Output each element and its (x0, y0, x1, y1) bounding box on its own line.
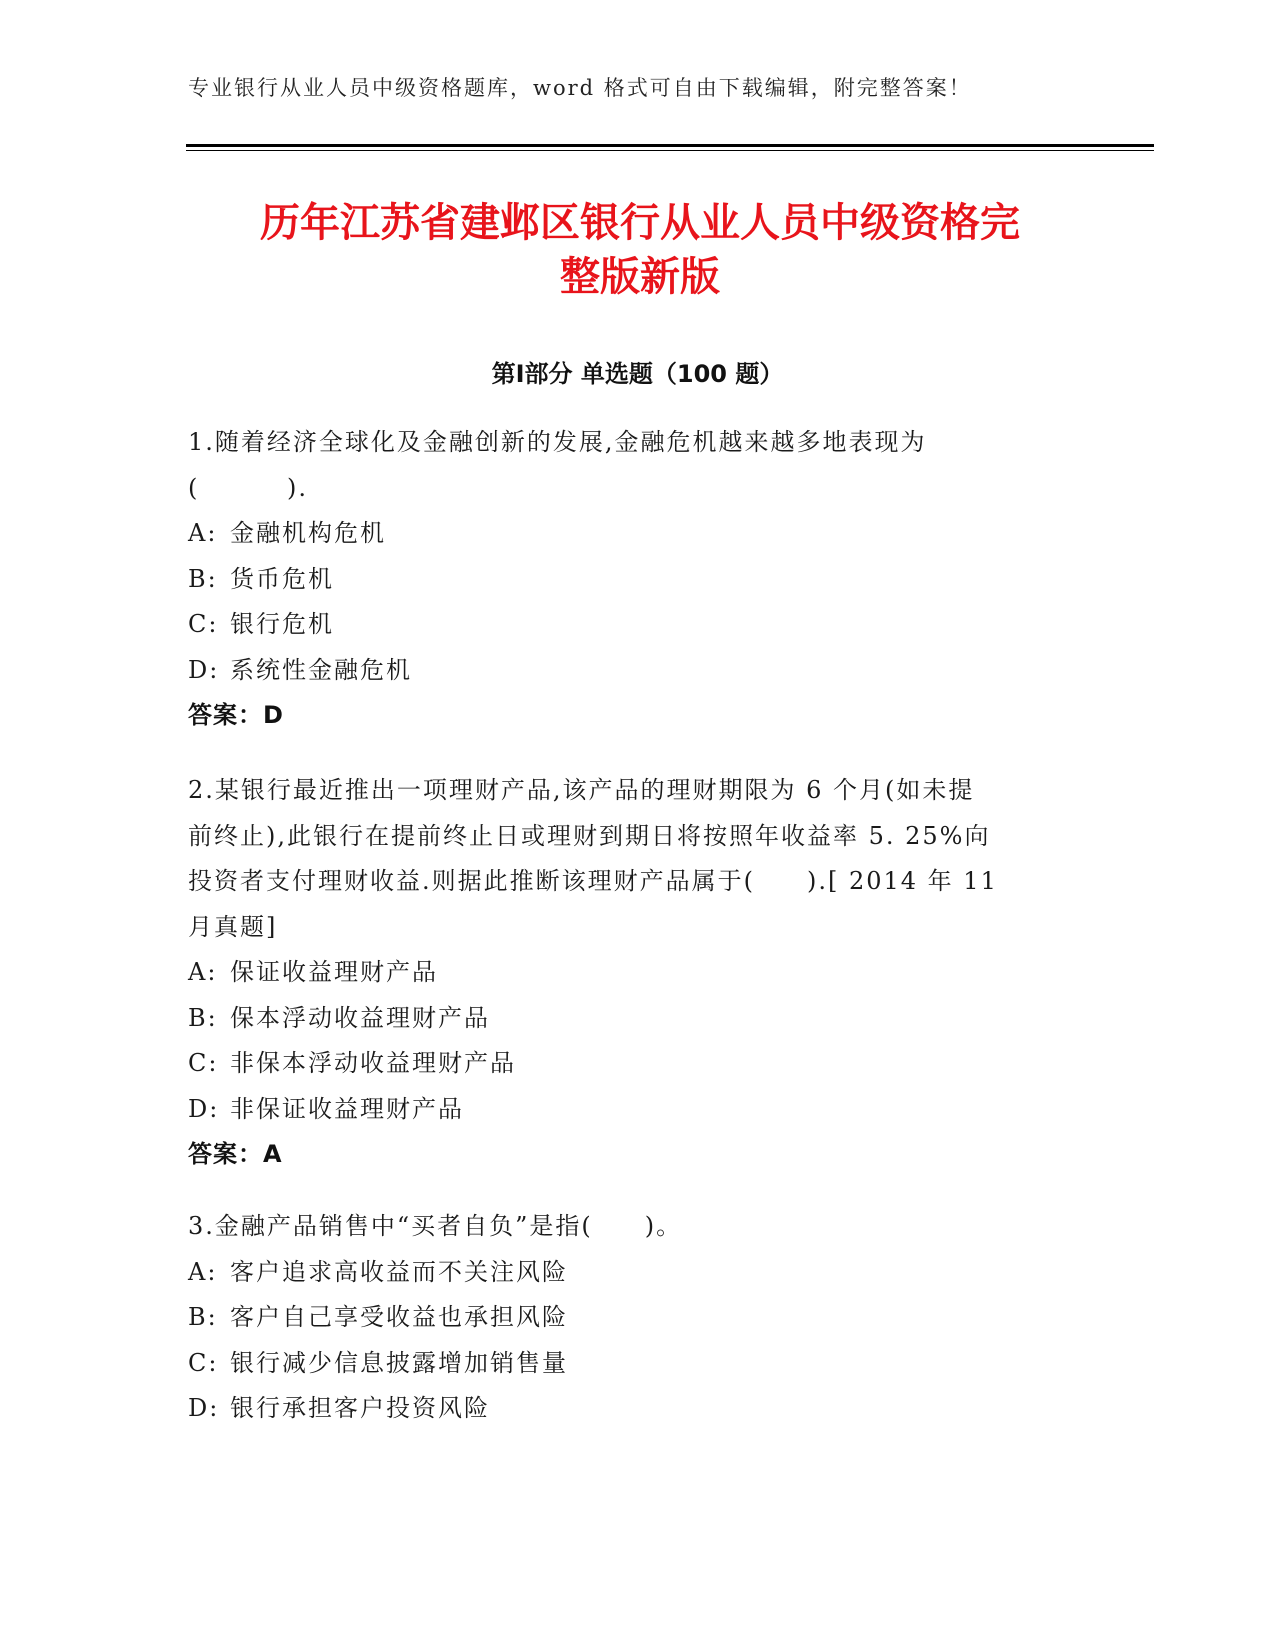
question-2 (188, 768, 1068, 1178)
option-c (188, 1041, 1068, 1087)
option-letter: A: (188, 1257, 218, 1286)
option-text: 保证收益理财产品 (230, 958, 438, 986)
document-title-line-1: 历年江苏省建邺区银行从业人员中级资格完 (260, 200, 1020, 246)
option-letter: B: (188, 564, 218, 593)
option-text: 系统性金融危机 (230, 655, 412, 684)
option-letter: D: (188, 1094, 220, 1123)
page-header-note: 专业银行从业人员中级资格题库，word 格式可自由下载编辑，附完整答案！ (188, 76, 972, 100)
option-c (188, 1341, 1068, 1387)
question-stem (188, 768, 1068, 950)
question-stem (188, 420, 1068, 511)
option-a (188, 511, 1068, 557)
option-text: 银行减少信息披露增加销售量 (230, 1348, 568, 1377)
answer-label: 答案：D (188, 701, 284, 729)
option-b (188, 1295, 1068, 1341)
option-text: 非保本浮动收益理财产品 (230, 1049, 516, 1077)
question-stem-line: 3.金融产品销售中“买者自负”是指( )。 (188, 1212, 683, 1240)
option-text: 货币危机 (230, 564, 334, 593)
section-heading: 第Ⅰ部分 单选题（100 题） (491, 360, 784, 388)
option-letter: D: (188, 655, 220, 684)
document-title (140, 196, 1140, 304)
option-text: 非保证收益理财产品 (230, 1094, 464, 1123)
option-text: 金融机构危机 (230, 519, 386, 547)
option-letter: C: (188, 1348, 219, 1377)
option-d (188, 648, 1068, 694)
question-stem (188, 1204, 1068, 1250)
option-letter: C: (188, 1049, 219, 1077)
option-a (188, 1250, 1068, 1296)
option-a (188, 950, 1068, 996)
option-letter: D: (188, 1394, 220, 1422)
option-letter: A: (188, 519, 218, 547)
option-c (188, 602, 1068, 648)
header-divider-thin (186, 150, 1154, 151)
option-text: 银行危机 (230, 610, 334, 638)
question-stem-line: 前终止),此银行在提前终止日或理财到期日将按照年收益率 5. 25%向 (188, 821, 991, 850)
option-text: 保本浮动收益理财产品 (230, 1003, 490, 1032)
question-stem-line: ( ). (188, 473, 308, 502)
option-b (188, 996, 1068, 1042)
option-letter: A: (188, 958, 218, 986)
question-stem-line: 1.随着经济全球化及金融创新的发展,金融危机越来越多地表现为 (188, 428, 927, 456)
header-divider-thick (186, 144, 1154, 147)
option-letter: B: (188, 1303, 218, 1331)
question-stem-line: 2.某银行最近推出一项理财产品,该产品的理财期限为 6 个月(如未提 (188, 776, 975, 804)
question-stem-line: 月真题] (188, 912, 278, 941)
option-d (188, 1386, 1068, 1432)
document-title-line-2: 整版新版 (560, 254, 720, 300)
option-text: 客户自己享受收益也承担风险 (230, 1303, 568, 1331)
question-stem-line: 投资者支付理财收益.则据此推断该理财产品属于( ).[ 2014 年 11 (188, 867, 998, 895)
question-3 (188, 1204, 1068, 1432)
option-d (188, 1087, 1068, 1133)
question-1 (188, 420, 1068, 739)
option-text: 银行承担客户投资风险 (230, 1394, 490, 1422)
option-letter: B: (188, 1003, 218, 1032)
option-text: 客户追求高收益而不关注风险 (230, 1257, 568, 1286)
option-letter: C: (188, 610, 219, 638)
option-b (188, 557, 1068, 603)
answer-label: 答案：A (188, 1140, 283, 1168)
